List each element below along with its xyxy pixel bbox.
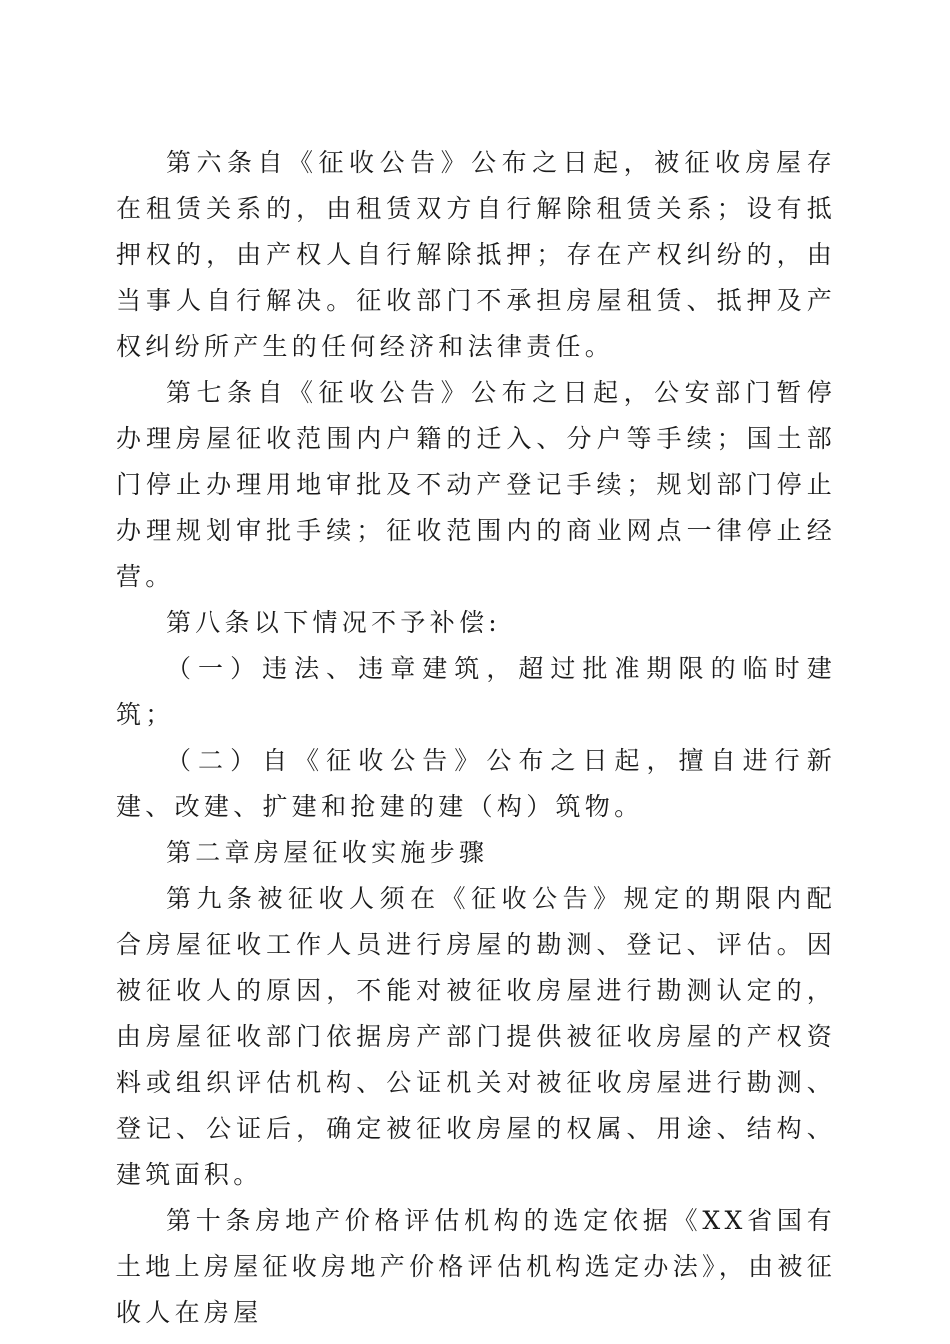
article-6-paragraph: 第六条自《征收公告》公布之日起，被征收房屋存在租赁关系的，由租赁双方自行解除租赁关系；设有抵押权的，由产权人自行解除抵押；存在产权纠纷的，由当事人自行解决。征收部门不承担房屋租赁、抵押及产权纠纷所产生的任何经济和法律责任。: [116, 148, 836, 361]
document-body: [116, 140, 836, 1336]
article-8-item-2: （二）自《征收公告》公布之日起，擅自进行新建、改建、扩建和抢建的建（构）筑物。: [116, 746, 836, 821]
article-8-item-1: （一）违法、违章建筑，超过批准期限的临时建筑；: [116, 654, 836, 729]
chapter-2-heading: 第二章房屋征收实施步骤: [166, 838, 489, 867]
article-8-paragraph: 第八条以下情况不予补偿:: [166, 608, 502, 637]
article-9-paragraph: 第九条被征收人须在《征收公告》规定的期限内配合房屋征收工作人员进行房屋的勘测、登记、评估。因被征收人的原因，不能对被征收房屋进行勘测认定的，由房屋征收部门依据房产部门提供被征收房屋的产权资料或组织评估机构、公证机关对被征收房屋进行勘测、登记、公证后，确定被征收房屋的权属、用途、结构、建筑面积。: [116, 884, 836, 1189]
article-10-paragraph: 第十条房地产价格评估机构的选定依据《XX省国有土地上房屋征收房地产价格评估机构选定办法》，由被征收人在房屋: [116, 1206, 837, 1327]
article-7-paragraph: 第七条自《征收公告》公布之日起，公安部门暂停办理房屋征收范围内户籍的迁入、分户等手续；国土部门停止办理用地审批及不动产登记手续；规划部门停止办理规划审批手续；征收范围内的商业网点一律停止经营。: [116, 378, 836, 591]
